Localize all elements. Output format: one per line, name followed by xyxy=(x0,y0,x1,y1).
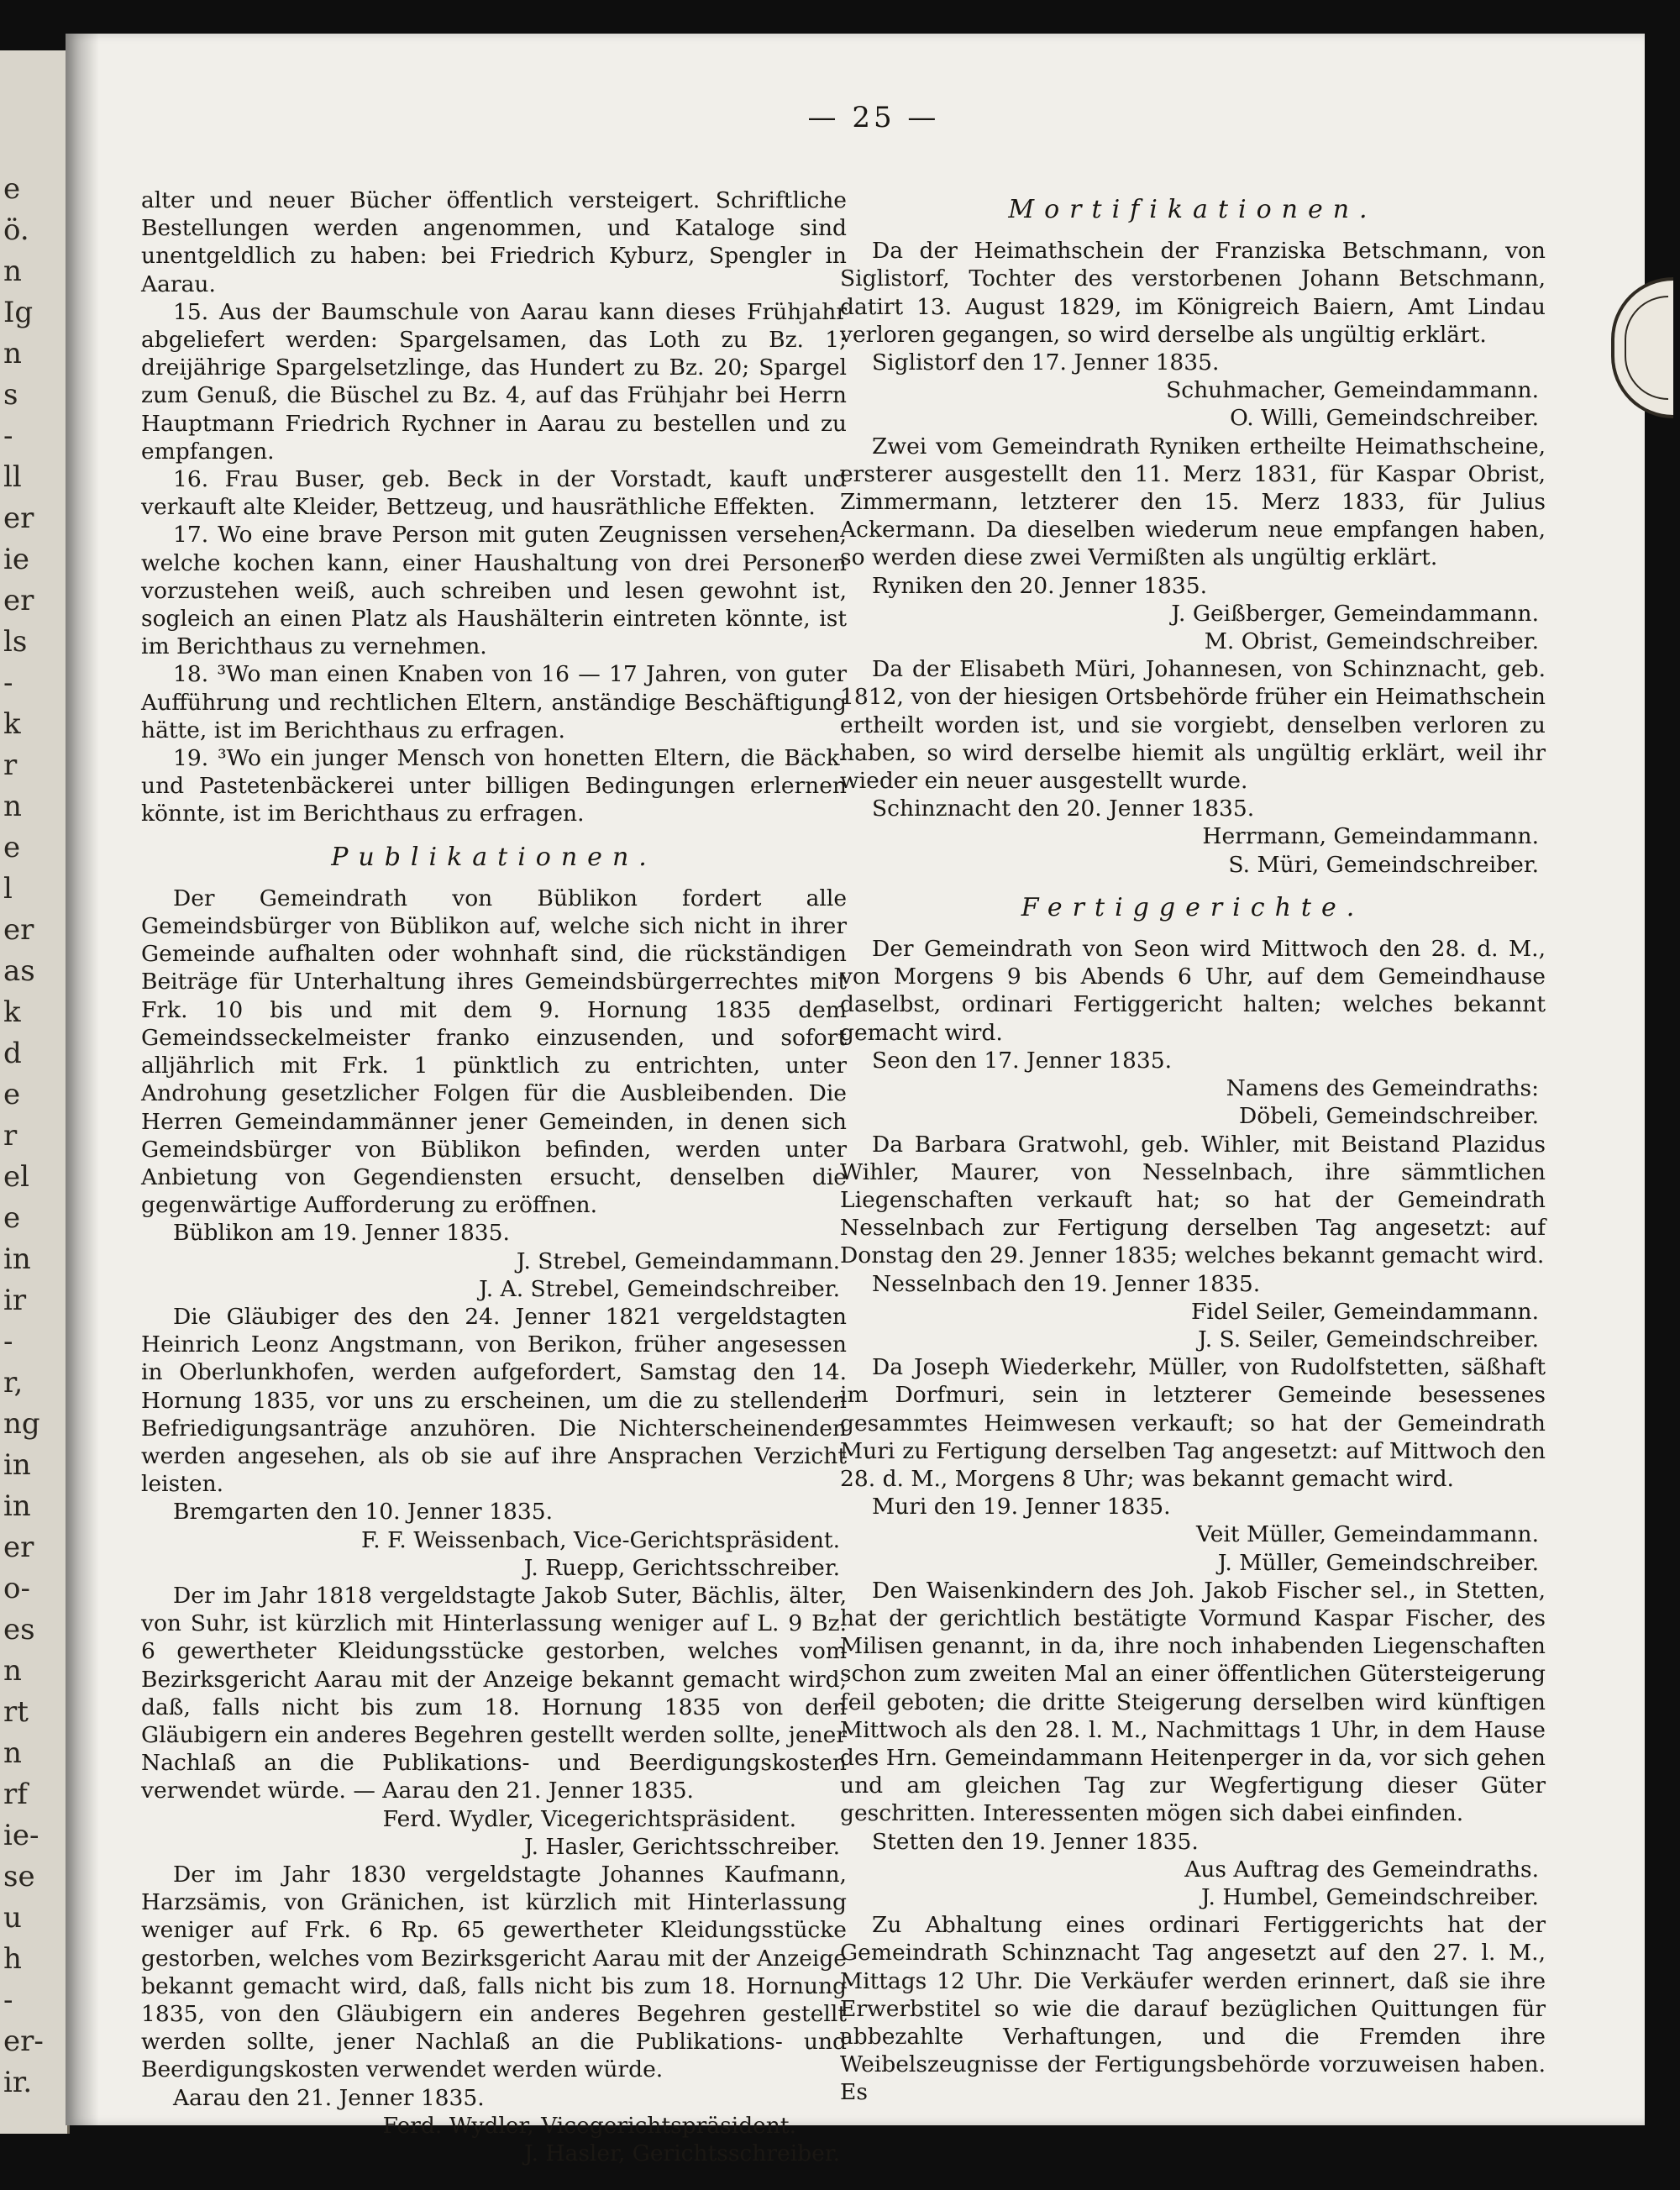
signature-line: Herrmann, Gemeindammann. xyxy=(1202,823,1539,850)
paragraph: Der Gemeindrath von Büblikon fordert alle Gemeindsbürger von Büblikon auf, welche sich nicht in ihrer Gemeinde aufhalten oder wohnhaft sind, die rückständigen Beiträge für Unterhaltung ihres Gemeindsbürgerrechtes mit Frk. 10 bis und mit dem 9. Hornung 1835 dem Gemeindsseckelmeister franko einzusenden, und sofort alljährlich mit Frk. 1 pünktlich zu entrichten, unter Androhung gesetzlicher Folgen für die Ausbleibenden. Die Herren Gemeindammänner jener Gemeinden, in denen sich Gemeindsbürger von Büblikon befinden, werden unter Anbietung von Gegendiensten ersucht, denselben die gegenwärtige Aufforderung zu eröffnen. xyxy=(141,885,847,1219)
section-heading: Publikationen. xyxy=(331,842,657,872)
previous-page-fragment: in xyxy=(3,1448,31,1482)
previous-page-fragment: in xyxy=(3,1489,31,1523)
previous-page-fragment: e xyxy=(3,172,21,206)
signature-line: O. Willi, Gemeindschreiber. xyxy=(1230,405,1539,432)
signature-line: J. Müller, Gemeindschreiber. xyxy=(1217,1549,1539,1576)
previous-page-fragment: e xyxy=(3,1201,21,1235)
paragraph: alter und neuer Bücher öffentlich versteigert. Schriftliche Bestellungen werden angenommen, und Kataloge sind unentgeldlich zu haben: bei Friedrich Kyburz, Spengler in Aarau. xyxy=(141,187,847,297)
previous-page-fragment: l xyxy=(3,872,13,906)
previous-page-fragment: ls xyxy=(3,625,28,659)
previous-page-fragment: n xyxy=(3,1654,22,1688)
previous-page-fragment: - xyxy=(3,666,13,700)
paragraph: 19. ³Wo ein junger Mensch von honetten Eltern, die Bäck- und Pastetenbäckerei unter billigen Bedingungen erlernen könnte, ist im Berichthaus zu erfragen. xyxy=(141,745,847,827)
previous-page-fragment: e xyxy=(3,1078,21,1111)
previous-page-fragment: er xyxy=(3,913,34,947)
paragraph: Der Gemeindrath von Seon wird Mittwoch den 28. d. M., von Morgens 9 bis Abends 6 Uhr, auf dem Gemeindhause daselbst, ordinari Fertiggericht halten; welches bekannt gemacht wird. xyxy=(840,936,1546,1046)
signature-line: J. S. Seiler, Gemeindschreiber. xyxy=(1198,1326,1539,1352)
paragraph: 16. Frau Buser, geb. Beck in der Vorstadt, kauft und verkauft alte Kleider, Bettzeug, und hausräthliche Effekten. xyxy=(141,466,847,521)
previous-page-fragment: n xyxy=(3,337,22,370)
dateline: Stetten den 19. Jenner 1835. xyxy=(872,1828,1199,1855)
paragraph: 17. Wo eine brave Person mit guten Zeugnissen versehen, welche kochen kann, einer Haushaltung von drei Personen vorzustehen weiß, auch schreiben und lesen gewohnt ist, sogleich an einen Platz als Haushälterin eintreten könnte, ist im Berichthaus zu vernehmen. xyxy=(141,522,847,660)
paragraph: Da der Elisabeth Müri, Johannesen, von Schinznacht, geb. 1812, von der hiesigen Ortsbehörde früher ein Heimathschein ertheilt worden ist, und sie vorgiebt, denselben verloren zu haben, so wird derselbe hiemit als ungültig erklärt, weil ihr wieder ein neuer ausgestellt wurde. xyxy=(840,656,1546,795)
dateline: Schinznacht den 20. Jenner 1835. xyxy=(872,796,1255,822)
binding-shadow xyxy=(66,34,99,2125)
previous-page-fragment: ie- xyxy=(3,1819,39,1852)
right-column xyxy=(840,181,1546,2107)
previous-page-fragment: - xyxy=(3,1325,13,1358)
left-column xyxy=(141,186,847,2167)
previous-page-fragment: se xyxy=(3,1860,35,1893)
previous-page-fragment: r xyxy=(3,1119,18,1153)
previous-page-fragment: r, xyxy=(3,1366,24,1400)
paragraph: Da Joseph Wiederkehr, Müller, von Rudolfstetten, säßhaft im Dorfmuri, sein in letzterer Gemeinde besessenes gesammtes Heimwesen verkauft; so hat der Gemeindrath Muri zu Fertigung derselben Tag angesetzt: auf Mittwoch den 28. d. M., Morgens 8 Uhr; was bekannt gemacht wird. xyxy=(840,1354,1546,1492)
signature-line: Aus Auftrag des Gemeindraths. xyxy=(1184,1856,1539,1883)
previous-page-fragment: k xyxy=(3,995,21,1029)
previous-page-fragment: n xyxy=(3,255,22,288)
dateline: Seon den 17. Jenner 1835. xyxy=(872,1047,1173,1074)
dateline: Muri den 19. Jenner 1835. xyxy=(872,1494,1171,1520)
section-heading: Fertiggerichte. xyxy=(1021,892,1365,922)
signature-line: J. Geißberger, Gemeindammann. xyxy=(1171,600,1539,627)
previous-page-fragment: h xyxy=(3,1942,22,1976)
previous-page-fragment: u xyxy=(3,1901,22,1935)
previous-page-fragment: - xyxy=(3,419,13,453)
paragraph: 15. Aus der Baumschule von Aarau kann dieses Frühjahr abgeliefert werden: Spargelsamen, das Loth zu Bz. 1; dreijährige Spargelsetzlinge, das Hundert zu Bz. 20; Spargel zum Genuß, die Büschel zu Bz. 4, auf das Frühjahr bei Herrn Hauptmann Friedrich Rychner in Aarau zu bestellen und zu empfangen. xyxy=(141,298,847,465)
paragraph: Da der Heimathschein der Franziska Betschmann, von Siglistorf, Tochter des verstorbenen Johann Betschmann, datirt 13. August 1829, im Königreich Baiern, Amt Lindau verloren gegangen, so wird derselbe als ungültig erklärt. xyxy=(840,238,1546,348)
signature-line: Ferd. Wydler, Vicegerichtspräsident. xyxy=(382,2112,796,2139)
previous-page-fragment: Ig xyxy=(3,296,34,329)
previous-page-fragment: e xyxy=(3,831,21,864)
previous-page-fragment: n xyxy=(3,1736,22,1770)
previous-page-edge xyxy=(0,50,70,2134)
previous-page-fragment: rf xyxy=(3,1778,28,1811)
previous-page-fragment: er- xyxy=(3,2025,44,2058)
signature-line: J. Ruepp, Gerichtsschreiber. xyxy=(523,1554,840,1581)
section-heading: Mortifikationen. xyxy=(1008,195,1378,224)
previous-page-fragment: o- xyxy=(3,1572,30,1605)
dateline: Büblikon am 19. Jenner 1835. xyxy=(173,1220,510,1247)
previous-page-fragment: ng xyxy=(3,1407,40,1441)
previous-page-fragment: er xyxy=(3,502,34,535)
previous-page-fragment: rt xyxy=(3,1695,29,1729)
previous-page-fragment: ie xyxy=(3,543,29,576)
previous-page-fragment: ö. xyxy=(3,213,29,247)
previous-page-fragment: - xyxy=(3,1983,13,2017)
signature-line: J. Strebel, Gemeindammann. xyxy=(516,1247,840,1274)
previous-page-fragment: el xyxy=(3,1160,29,1194)
dateline: Siglistorf den 17. Jenner 1835. xyxy=(872,349,1220,376)
signature-line: J. Hasler, Gerichtsschreiber. xyxy=(524,1833,840,1860)
paragraph: 18. ³Wo man einen Knaben von 16 — 17 Jahren, von guter Aufführung und rechtlichen Eltern, anständige Beschäftigung hätte, ist im Berichthaus zu erfragen. xyxy=(141,661,847,743)
signature-line: Fidel Seiler, Gemeindammann. xyxy=(1190,1298,1539,1325)
signature-line: Veit Müller, Gemeindammann. xyxy=(1196,1521,1539,1548)
signature-line: J. A. Strebel, Gemeindschreiber. xyxy=(479,1275,840,1302)
paragraph: Den Waisenkindern des Joh. Jakob Fischer sel., in Stetten, hat der gerichtlich bestätigte Vormund Kaspar Fischer, des Milisen genannt, in da, ihre noch inhabenden Liegenschaften schon zum zweiten Mal an einer öffentlichen Gütersteigerung feil geboten; die dritte Steigerung derselben wird künftigen Mittwoch als den 28. l. M., Nachmittags 1 Uhr, in dem Hause des Hrn. Gemeindammann Heitenperger in da, vor sich gehen und am gleichen Tag zur Wegfertigung dieser Güter geschritten. Interessenten mögen sich dabei einfinden. xyxy=(840,1577,1546,1827)
signature-line: F. F. Weissenbach, Vice-Gerichtspräsident. xyxy=(361,1526,840,1553)
paragraph: Zwei vom Gemeindrath Ryniken ertheilte Heimathscheine, ersterer ausgestellt den 11. Merz 1831, für Kaspar Obrist, Zimmermann, letzterer den 15. Merz 1833, für Julius Ackermann. Da dieselben wiederum neue empfangen haben, so werden diese zwei Vermißten als ungültig erklärt. xyxy=(840,433,1546,571)
signature-line: J. Hasler, Gerichtsschreiber. xyxy=(524,2140,840,2167)
previous-page-fragment: k xyxy=(3,707,21,741)
previous-page-fragment: ir xyxy=(3,1284,27,1317)
signature-line: Namens des Gemeindraths: xyxy=(1226,1075,1539,1102)
previous-page-fragment: er xyxy=(3,1531,34,1564)
previous-page-fragment: ll xyxy=(3,460,22,494)
previous-page-fragment: ir. xyxy=(3,2066,33,2099)
signature-line: S. Müri, Gemeindschreiber. xyxy=(1228,851,1539,878)
signature-line: Döbeli, Gemeindschreiber. xyxy=(1239,1103,1539,1130)
previous-page-fragment: es xyxy=(3,1613,35,1646)
paragraph: Die Gläubiger des den 24. Jenner 1821 vergeldstagten Heinrich Leonz Angstmann, von Berikon, früher angesessen in Oberlunkhofen, werden aufgefordert, Samstag den 14. Hornung 1835, vor uns zu erscheinen, um die zu stellenden Befriedigungsanträge anzuhören. Die Nichterscheinenden werden angesehen, als ob sie auf ihre Ansprachen Verzicht leisten. xyxy=(141,1303,847,1498)
dateline: Nesselnbach den 19. Jenner 1835. xyxy=(872,1270,1261,1297)
previous-page-fragment: d xyxy=(3,1037,22,1070)
paragraph: Da Barbara Gratwohl, geb. Wihler, mit Beistand Plazidus Wihler, Maurer, von Nesselnbach, ihre sämmtlichen Liegenschaften verkauft hat; so hat der Gemeindrath Nesselnbach zur Fertigung derselben Tag angesetzt: auf Donstag den 29. Jenner 1835; welches bekannt gemacht wird. xyxy=(840,1131,1546,1269)
dateline: Aarau den 21. Jenner 1835. xyxy=(173,2084,485,2111)
signature-line: M. Obrist, Gemeindschreiber. xyxy=(1204,628,1539,655)
signature-line: J. Humbel, Gemeindschreiber. xyxy=(1200,1883,1539,1910)
dateline: Bremgarten den 10. Jenner 1835. xyxy=(173,1499,553,1526)
previous-page-fragment: in xyxy=(3,1242,31,1276)
stamp-inner-ring xyxy=(1625,296,1668,400)
paragraph: Zu Abhaltung eines ordinari Fertiggerichts hat der Gemeindrath Schinznacht Tag angesetzt auf den 27. l. M., Mittags 12 Uhr. Die Verkäufer werden erinnert, daß sie ihre Erwerbstitel so wie die darauf bezüglichen Quittungen für abbezahlte Verhaftungen, und die Fremden ihre Weibelszeugnisse der Fertigungsbehörde vorzuweisen haben. Es xyxy=(840,1912,1546,2106)
previous-page-fragment: r xyxy=(3,748,18,782)
dateline: Ryniken den 20. Jenner 1835. xyxy=(872,572,1208,599)
previous-page-fragment: er xyxy=(3,584,34,617)
page-number: — 25 — xyxy=(807,101,940,134)
signature-line: Ferd. Wydler, Vicegerichtspräsident. xyxy=(382,1805,796,1832)
signature-line: Schuhmacher, Gemeindammann. xyxy=(1166,377,1539,404)
previous-page-fragment: n xyxy=(3,790,22,823)
previous-page-fragment: as xyxy=(3,954,35,988)
previous-page-fragment: s xyxy=(3,378,18,412)
paragraph: Der im Jahr 1818 vergeldstagte Jakob Suter, Bächlis, älter, von Suhr, ist kürzlich mit Hinterlassung weniger auf L. 9 Bz. 6 gewertheter Kleidungsstücke gestorben, welches vom Bezirksgericht Aarau mit der Anzeige bekannt gemacht wird, daß, falls nicht bis zum 18. Hornung 1835 von den Gläubigern ein anderes Begehren gestellt werden sollte, jener Nachlaß an die Publikations- und Beerdigungskosten verwendet würde. — Aarau den 21. Jenner 1835. xyxy=(141,1582,847,1804)
paragraph: Der im Jahr 1830 vergeldstagte Johannes Kaufmann, Harzsämis, von Gränichen, ist kürzlich mit Hinterlassung weniger auf Frk. 6 Rp. 65 gewertheter Kleidungsstücke gestorben, welches vom Bezirksgericht Aarau mit der Anzeige bekannt gemacht wird, daß, falls nicht bis zum 18. Hornung 1835, von den Gläubigern ein anderes Begehren gestellt werden sollte, jener Nachlaß an die Publikations- und Beerdigungskosten verwendet werden würde. xyxy=(141,1861,847,2083)
